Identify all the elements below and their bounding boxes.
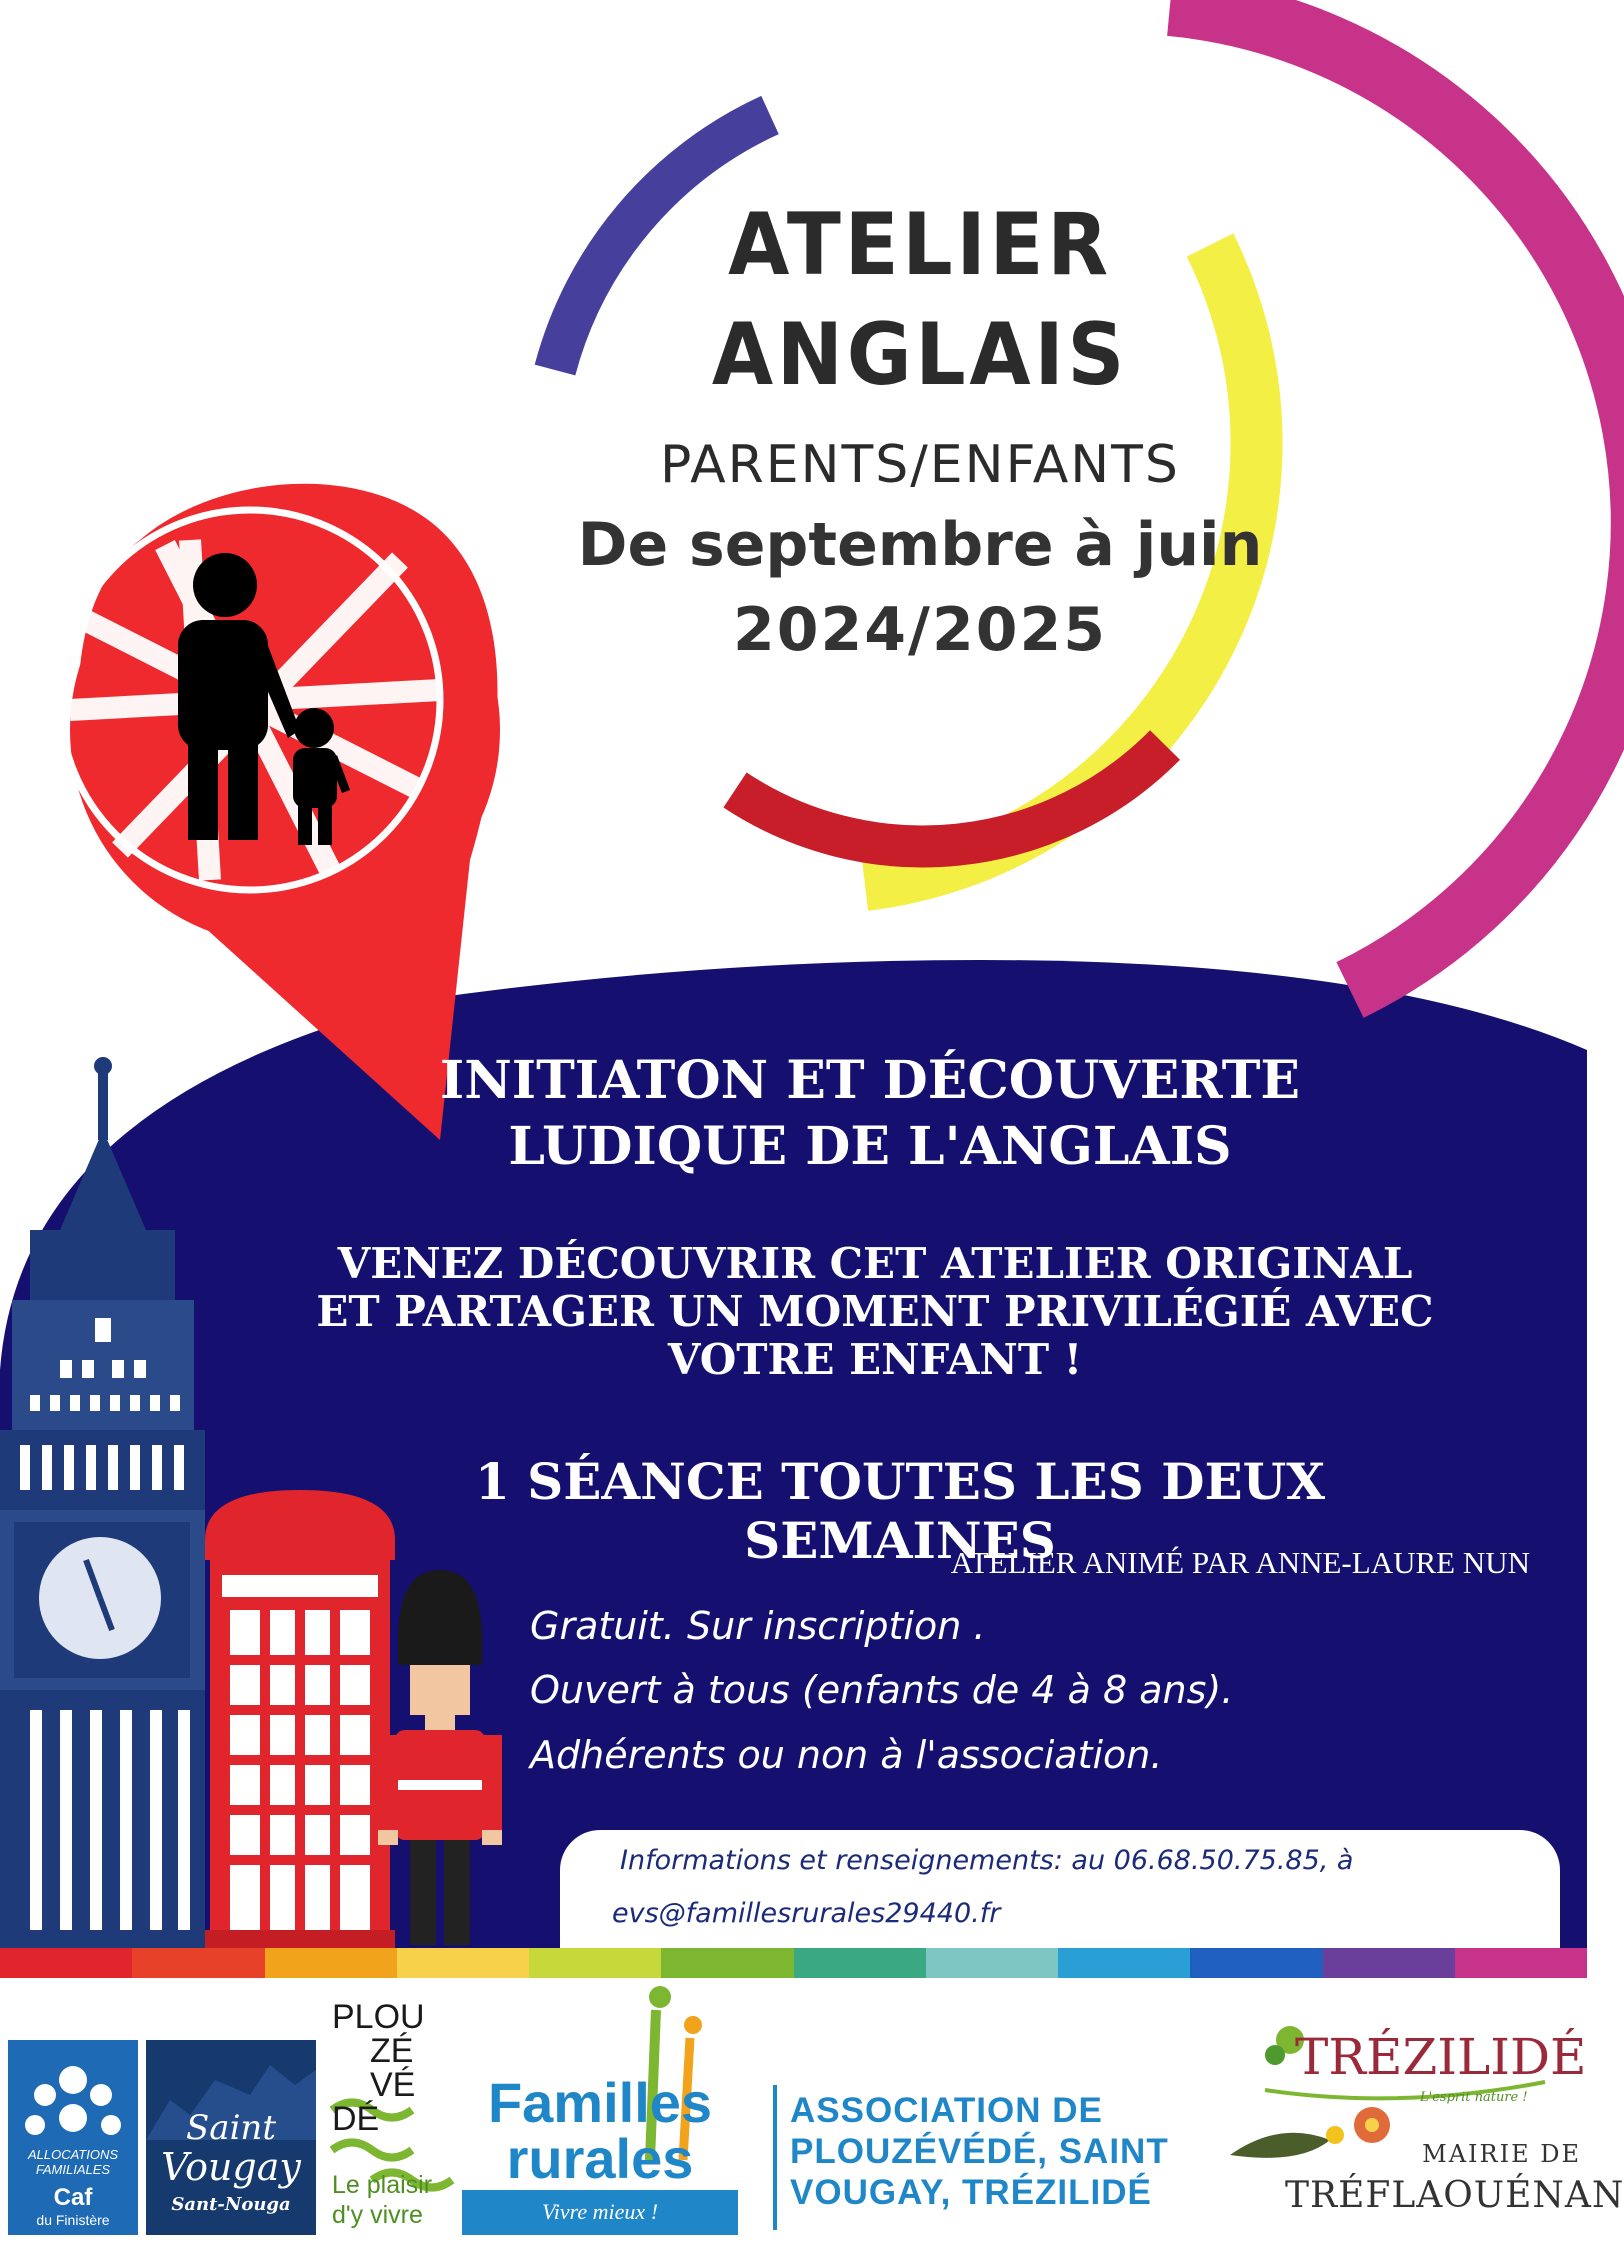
info-line-open: Ouvert à tous (enfants de 4 à 8 ans). xyxy=(530,1668,1234,1712)
treflaouenan-line-2: TRÉFLAOUÉNAN xyxy=(1285,2175,1624,2216)
caf-line-4: du Finistère xyxy=(36,2212,110,2228)
saint-vougay-line-3: Sant-Nouga xyxy=(171,2194,291,2215)
invite-text: VENEZ DÉCOUVRIR CET ATELIER ORIGINAL ET PARTAGER UN MOMENT PRIVILÉGIÉ AVEC VOTRE ENFANT ! xyxy=(316,1239,1434,1384)
saint-vougay-line-2: Vougay xyxy=(161,2145,301,2189)
plouzevede-logo xyxy=(332,2000,425,2136)
period: De septembre à juin xyxy=(577,510,1263,580)
plouzevede-line-1: PLOU xyxy=(332,1998,425,2036)
rainbow-stripe xyxy=(0,1948,1587,1978)
saint-vougay-logo xyxy=(146,2110,316,2222)
location-pin-icon xyxy=(60,484,500,1140)
frequency-text: 1 SÉANCE TOUTES LES DEUX SEMAINES xyxy=(474,1452,1326,1570)
title-line-2: ANGLAIS xyxy=(711,305,1129,405)
title-line-1: ATELIER xyxy=(728,195,1112,295)
plouzevede-line-4: DÉ xyxy=(332,2100,380,2138)
caf-line-2: FAMILIALES xyxy=(35,2162,111,2177)
caf-line-1: ALLOCATIONS xyxy=(27,2147,119,2162)
plouzevede-tagline-1: Le plaisir xyxy=(332,2171,433,2199)
familles-rurales-line-2: rurales xyxy=(506,2127,694,2190)
familles-rurales-logo xyxy=(462,2071,738,2190)
plouzevede-tagline-2: d'y vivre xyxy=(332,2201,423,2229)
trezilide-tagline: L'esprit nature ! xyxy=(1420,2090,1528,2105)
info-line-members: Adhérents ou non à l'association. xyxy=(530,1733,1163,1777)
subtitle: PARENTS/ENFANTS xyxy=(660,435,1180,495)
contact-email[interactable]: evs@famillesrurales29440.fr xyxy=(612,1898,1001,1929)
caf-logo xyxy=(8,2147,138,2228)
info-line-free: Gratuit. Sur inscription . xyxy=(530,1604,986,1648)
year: 2024/2025 xyxy=(733,595,1107,665)
main-heading: INITIATON ET DÉCOUVERTE LUDIQUE DE L'ANGLAIS xyxy=(439,1050,1301,1177)
plouzevede-line-3: VÉ xyxy=(370,2066,416,2104)
contact-phone: Informations et renseignements: au 06.68.50.75.85, à xyxy=(620,1845,1354,1876)
caf-line-3: Caf xyxy=(53,2184,93,2211)
treflaouenan-line-1: MAIRIE DE xyxy=(1422,2140,1581,2168)
association-name: ASSOCIATION DE PLOUZÉVÉDÉ, SAINT VOUGAY, TRÉZILIDÉ xyxy=(790,2091,1169,2212)
trezilide-name: TRÉZILIDÉ xyxy=(1295,2028,1587,2086)
animator-text: ATELIER ANIMÉ PAR ANNE-LAURE NUN xyxy=(950,1545,1530,1580)
plouzevede-tagline xyxy=(332,2170,432,2230)
plouzevede-line-2: ZÉ xyxy=(370,2032,414,2070)
saint-vougay-line-1: Saint xyxy=(186,2108,276,2148)
familles-rurales-line-1: Familles xyxy=(487,2071,713,2134)
familles-rurales-tagline: Vivre mieux ! xyxy=(541,2199,659,2224)
